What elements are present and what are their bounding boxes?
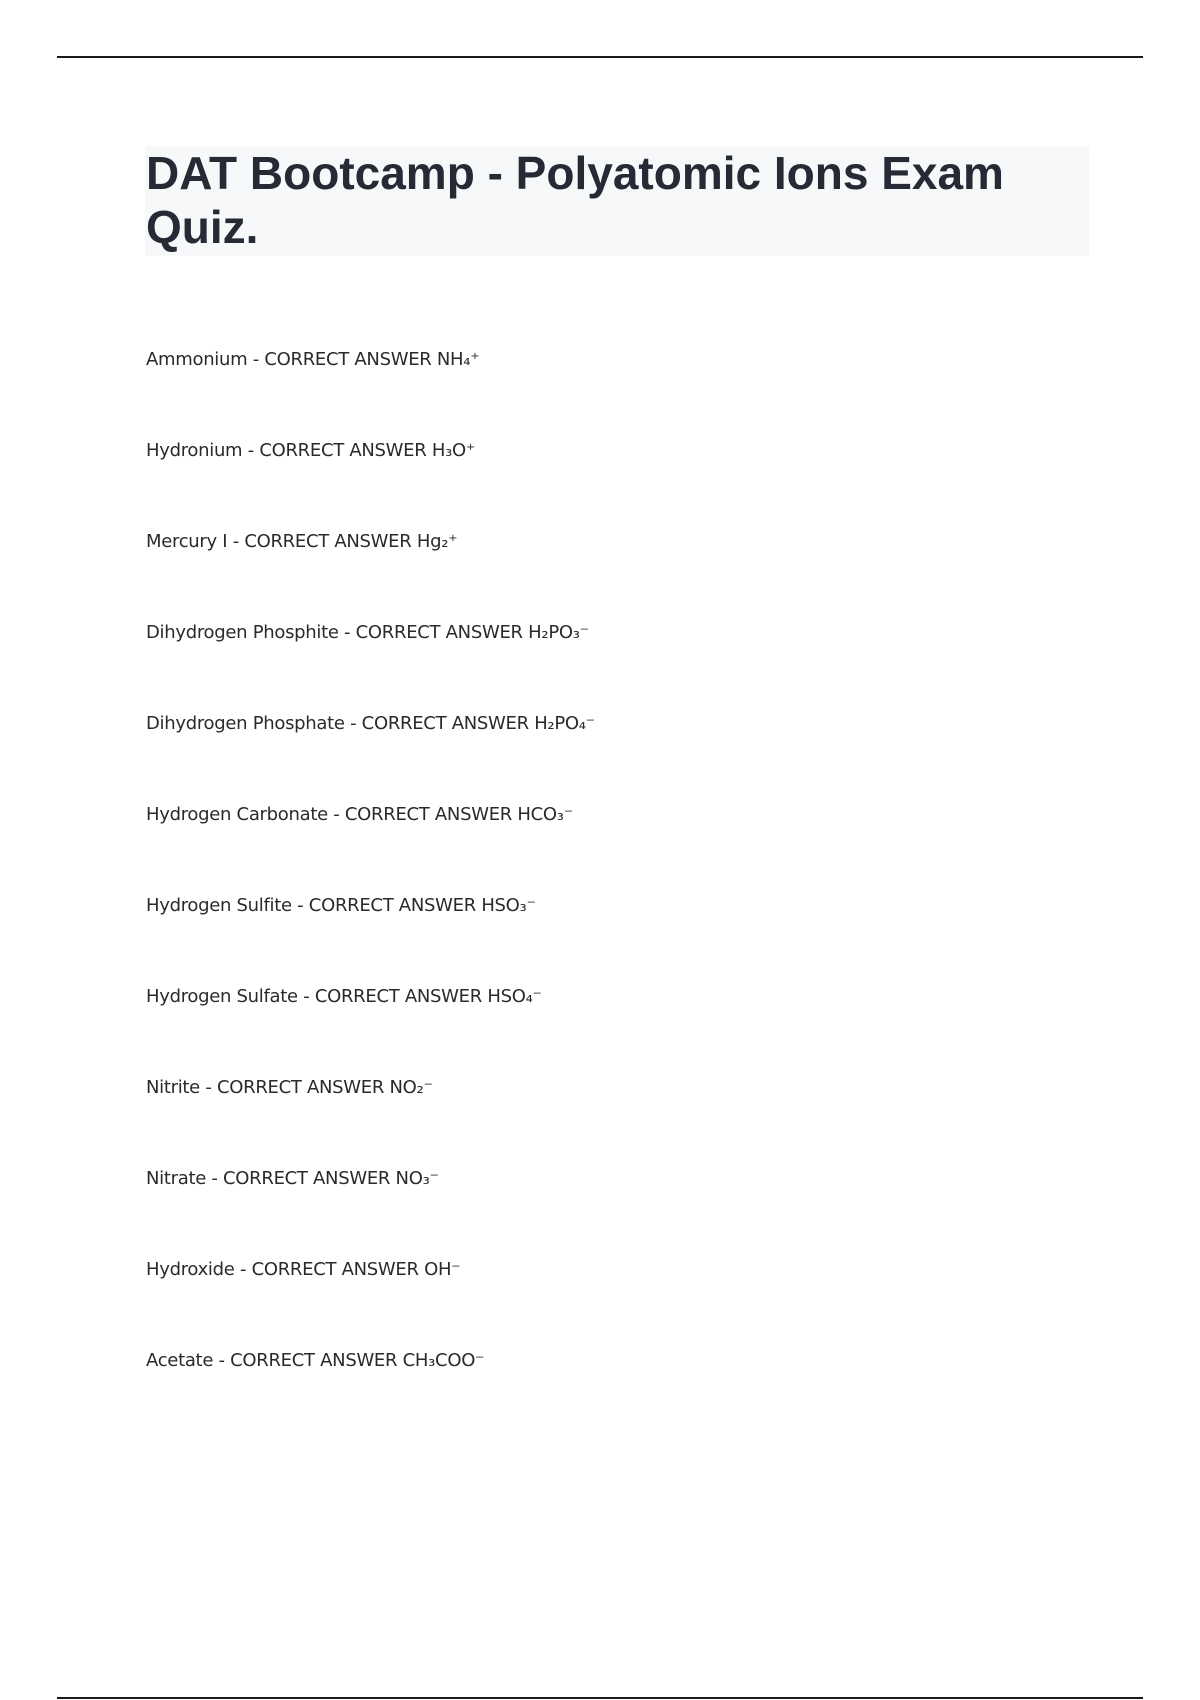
list-item-hydronium: Hydronium - CORRECT ANSWER H₃O⁺ bbox=[146, 440, 476, 461]
list-item-nitrite: Nitrite - CORRECT ANSWER NO₂⁻ bbox=[146, 1077, 433, 1098]
list-item-hydroxide: Hydroxide - CORRECT ANSWER OH⁻ bbox=[146, 1259, 461, 1280]
list-item-hydrogen-sulfate: Hydrogen Sulfate - CORRECT ANSWER HSO₄⁻ bbox=[146, 986, 542, 1007]
list-item-dihydrogen-phosphite: Dihydrogen Phosphite - CORRECT ANSWER H₂PO₃⁻ bbox=[146, 622, 589, 643]
top-divider bbox=[57, 56, 1143, 58]
bottom-divider bbox=[57, 1697, 1143, 1699]
page-title: DAT Bootcamp - Polyatomic Ions Exam Quiz. bbox=[146, 147, 1004, 253]
list-item-acetate: Acetate - CORRECT ANSWER CH₃COO⁻ bbox=[146, 1350, 485, 1371]
list-item-hydrogen-sulfite: Hydrogen Sulfite - CORRECT ANSWER HSO₃⁻ bbox=[146, 895, 536, 916]
list-item-dihydrogen-phosphate: Dihydrogen Phosphate - CORRECT ANSWER H₂PO₄⁻ bbox=[146, 713, 595, 734]
list-item-nitrate: Nitrate - CORRECT ANSWER NO₃⁻ bbox=[146, 1168, 439, 1189]
list-item-mercury-i: Mercury I - CORRECT ANSWER Hg₂⁺ bbox=[146, 531, 458, 552]
title-banner bbox=[145, 146, 1089, 256]
list-item-hydrogen-carbonate: Hydrogen Carbonate - CORRECT ANSWER HCO₃⁻ bbox=[146, 804, 573, 825]
question-answer-list bbox=[146, 348, 595, 1440]
list-item-ammonium: Ammonium - CORRECT ANSWER NH₄⁺ bbox=[146, 349, 480, 370]
